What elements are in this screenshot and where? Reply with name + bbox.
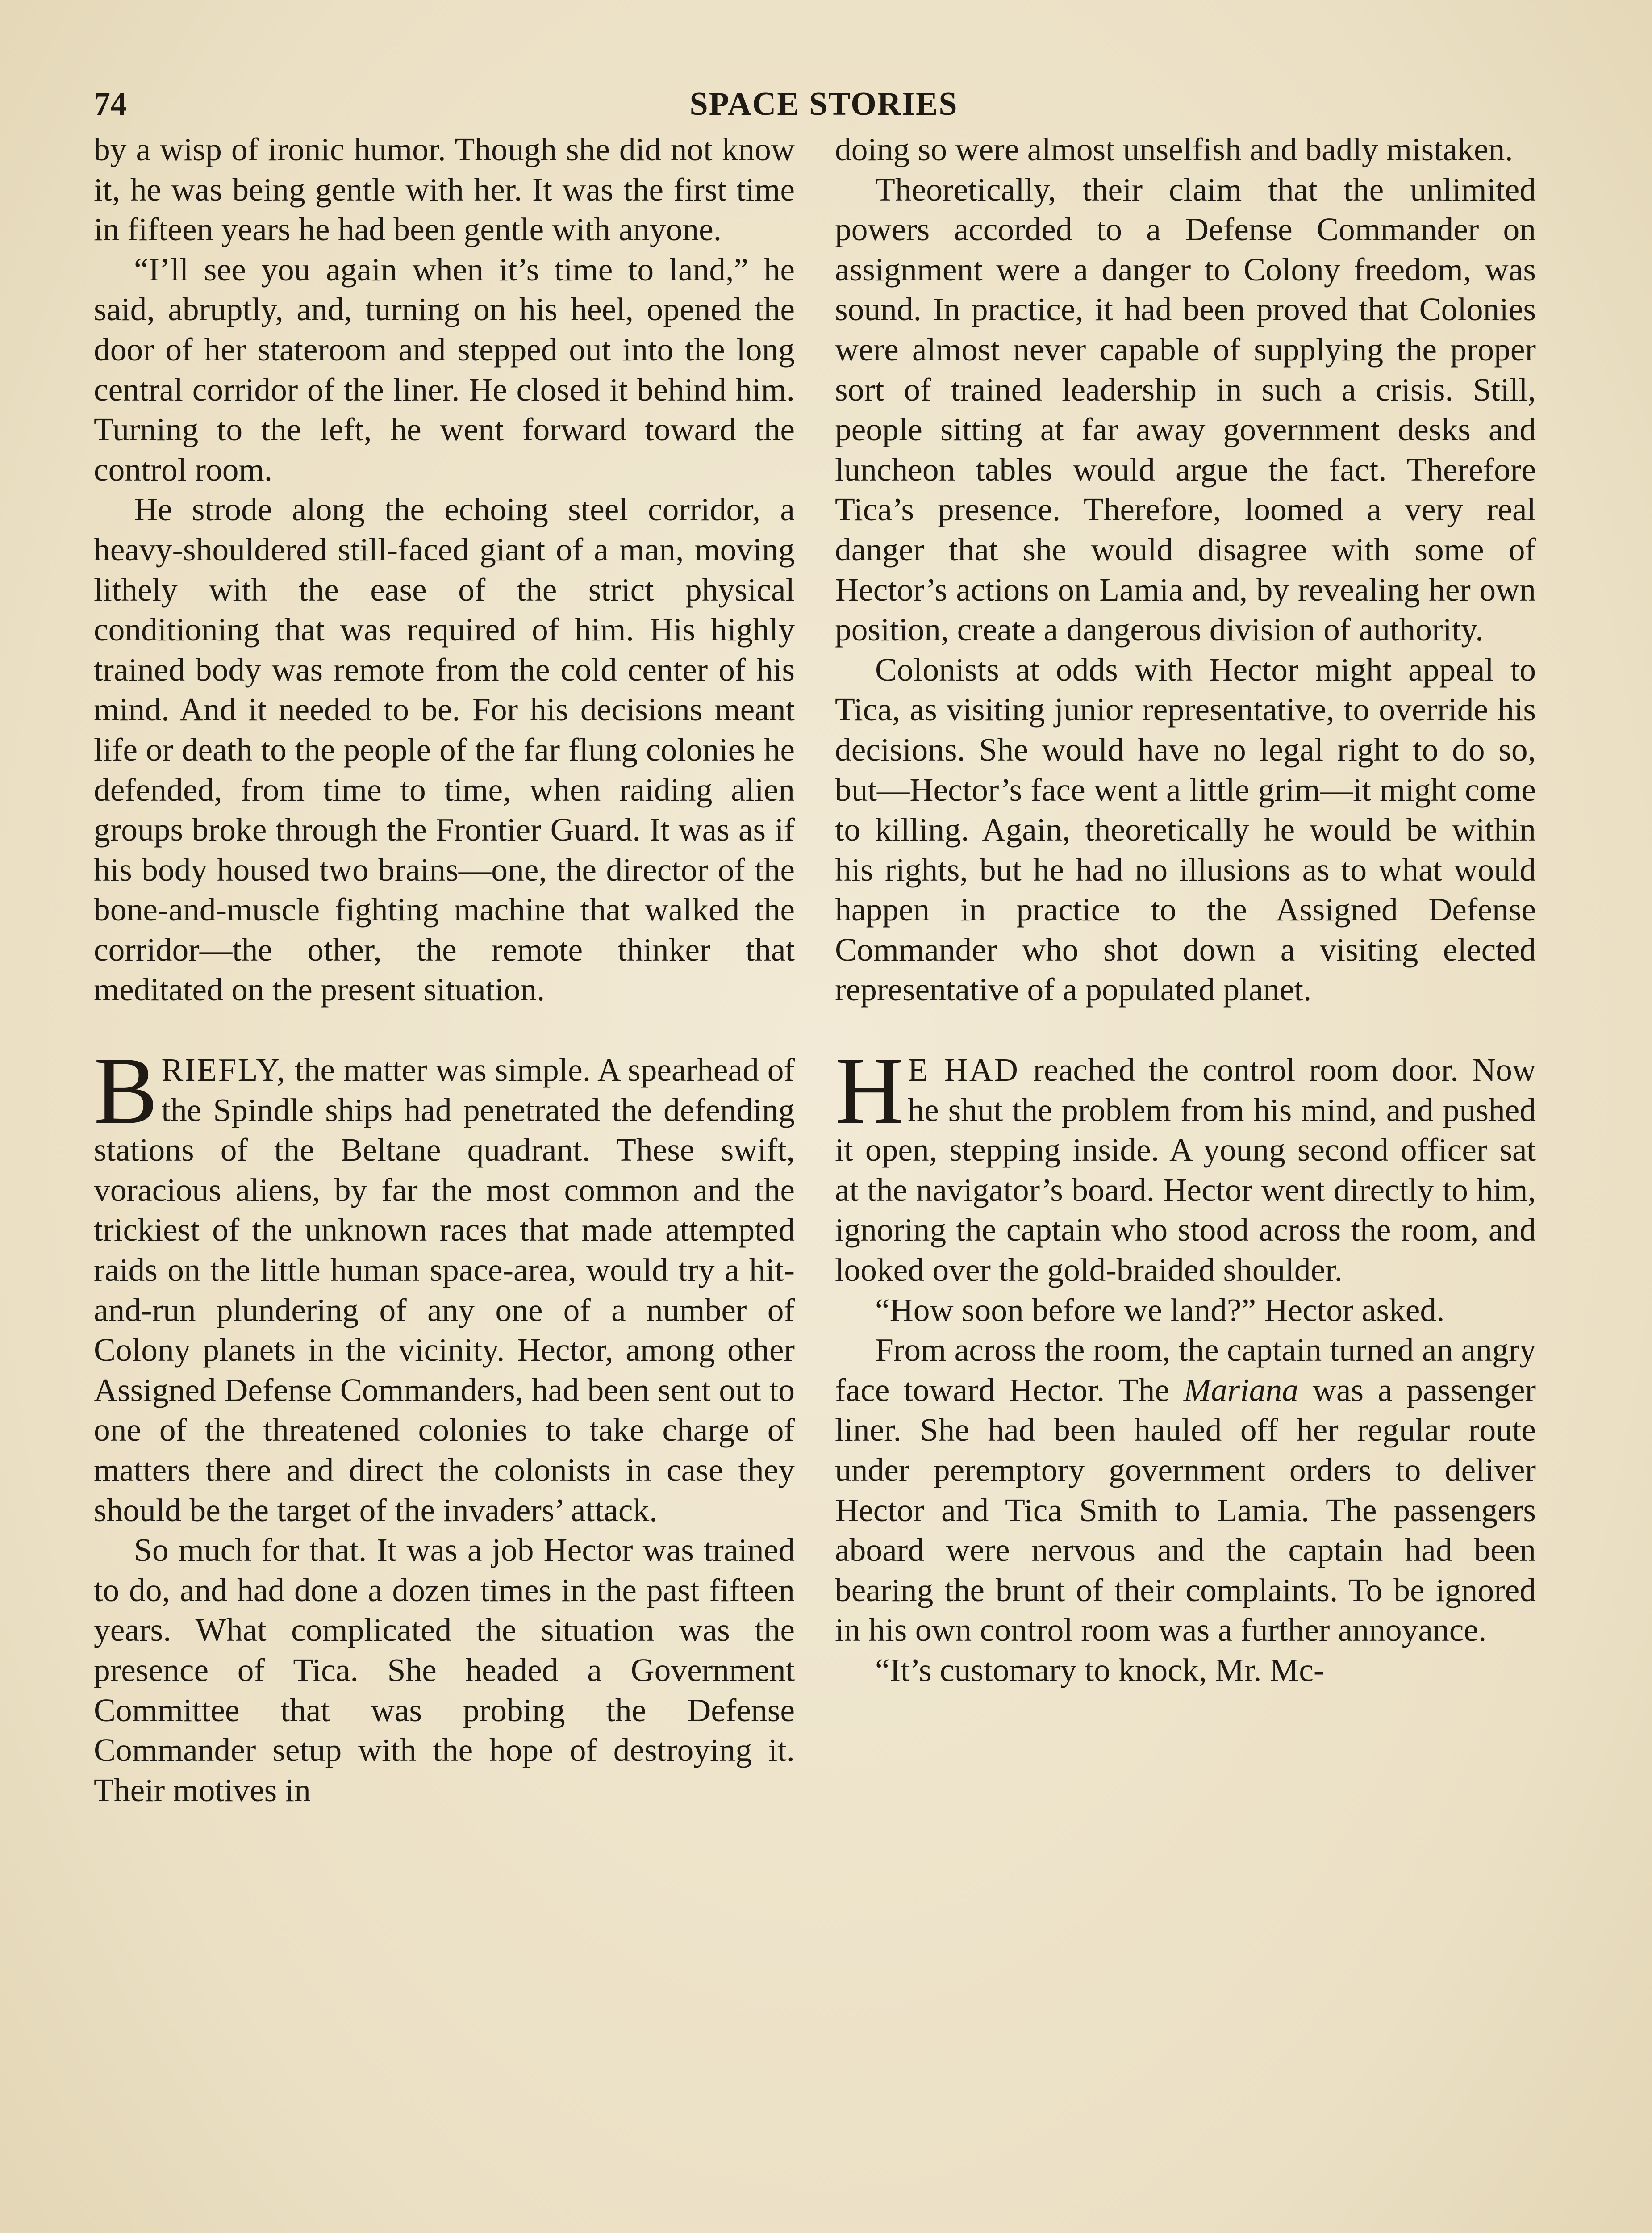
paragraph: “How soon before we land?” Hector asked.: [875, 1292, 1445, 1328]
paragraph: doing so were almost unselfish and badly mistaken.: [835, 131, 1513, 167]
paragraph-text: was a passenger liner. She had been hauled off her regular route under peremptory government orders to deliver Hector and Tica Smith to Lamia. The passengers aboard were nervous and the captain had been bearing the brunt of their complaints. To be ignored in his own control room was a further annoyance.: [835, 1372, 1536, 1648]
paragraph-text: the matter was simple. A spearhead of the Spindle ships had penetrated the defending stations of the Beltane quadrant. These swift, voracious aliens, by far the most common and the trickiest of the unknown races that made attempted raids on the little human space-area, would try a hit-and-run plundering of any one of a number of Colony planets in the vicinity. Hector, among other Assigned Defense Commanders, had been sent out to one of the threatened colonies to take charge of matters there and direct the colonists in case they should be the target of the invaders’ attack.: [94, 1052, 795, 1528]
paragraph: by a wisp of ironic humor. Though she did not know it, he was being gentle with her. It was the first time in fifteen years he had been gentle with anyone.: [94, 131, 795, 248]
running-title: SPACE STORIES: [689, 86, 958, 122]
paragraph: “It’s customary to knock, Mr. Mc-: [875, 1652, 1325, 1688]
page-number: 74: [94, 86, 127, 122]
section-opening-paragraph: [835, 1037, 1536, 1290]
paragraph-text: From across the room, the captain turned an angry face toward Hector. The: [835, 1332, 1536, 1408]
page-header: [94, 79, 1554, 129]
drop-cap: B: [94, 1037, 158, 1144]
lead-in-text: E HAD: [908, 1052, 1019, 1088]
ship-name: Mariana: [1183, 1372, 1298, 1408]
lead-in-text: RIEFLY,: [161, 1052, 287, 1088]
left-column: [94, 130, 795, 2233]
drop-cap: H: [835, 1037, 905, 1144]
paragraph-text: reached the control room door. Now he shut the problem from his mind, and pushed it open, stepping inside. A young second officer sat at the navigator’s board. Hector went directly to him, ignoring the captain who stood across the room, and looked over the gold-braided shoulder.: [835, 1052, 1536, 1288]
paragraph: Theoretically, their claim that the unlimited powers accorded to a Defense Commander on assignment were a danger to Colony freedom, was sound. In practice, it had been proved that Colonies were almost never capable of supplying the proper sort of trained leadership in such a crisis. Still, people sitting at far away government desks and luncheon tables would argue the fact. Therefore Tica’s presence. Therefore, loomed a very real danger that she would disagree with some of Hector’s actions on Lamia and, by revealing her own position, create a dangerous division of authority.: [835, 171, 1536, 648]
paragraph: “I’ll see you again when it’s time to land,” he said, abruptly, and, turning on his heel, opened the door of her stateroom and stepped out into the long central corridor of the liner. He closed it behind him. Turning to the left, he went forward toward the control room.: [94, 251, 795, 488]
paragraph: He strode along the echoing steel corridor, a heavy-shouldered still-faced giant of a man, moving lithely with the ease of the strict physical conditioning that was required of him. His highly trained body was remote from the cold center of his mind. And it needed to be. For his decisions meant life or death to the people of the far flung colonies he defended, from time to time, when raiding alien groups broke through the Frontier Guard. It was as if his body housed two brains—one, the director of the bone-and-muscle fighting machine that walked the corridor—the other, the remote thinker that meditated on the present situation.: [94, 491, 795, 1008]
paragraph: [835, 1330, 1536, 1650]
section-opening-paragraph: [94, 1037, 795, 1530]
paragraph: So much for that. It was a job Hector was trained to do, and had done a dozen times in the past fifteen years. What complicated the situation was the presence of Tica. She headed a Government Committee that was probing the Defense Commander setup with the hope of destroying it. Their motives in: [94, 1532, 795, 1808]
paragraph: Colonists at odds with Hector might appeal to Tica, as visiting junior representative, to override his decisions. She would have no legal right to do so, but—Hector’s face went a little grim—it might come to killing. Again, theoretically he would be within his rights, but he had no illusions as to what would happen in practice to the Assigned Defense Commander who shot down a visiting elected representative of a populated planet.: [835, 651, 1536, 1008]
right-column: [835, 130, 1536, 2233]
